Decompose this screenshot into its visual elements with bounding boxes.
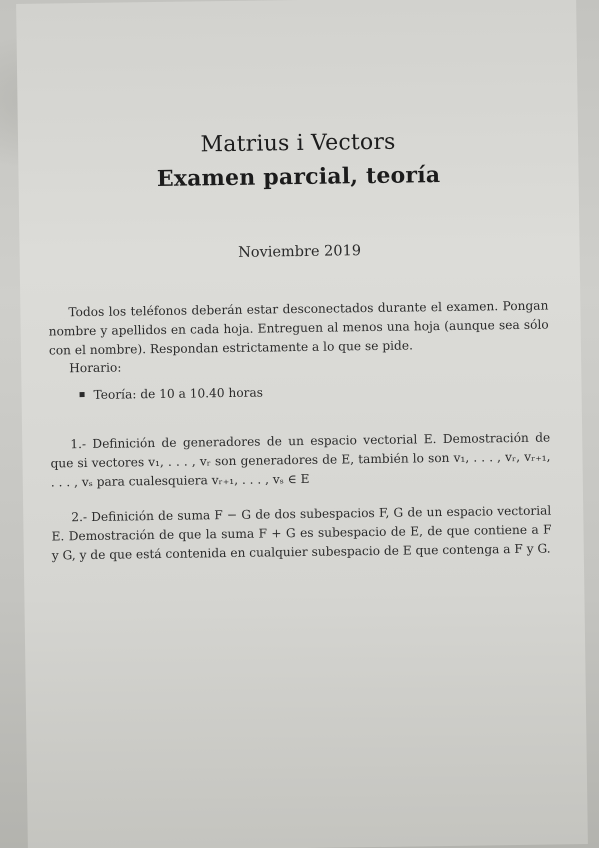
question-2-text: 2.- Definición de suma F − G de dos subespacios F, G de un espacio vectorial E. Demostración de que la suma F + G es subespacio de E, de que contiene a F y G, y de que está contenida en cualquier subespacio de E que contenga a F y G. — [51, 503, 552, 563]
schedule-label: Horario: — [69, 360, 122, 376]
course-title: Matrius i Vectors — [200, 129, 396, 158]
exam-title: Examen parcial, teoría — [156, 162, 441, 193]
question-1 — [50, 429, 551, 493]
exam-sheet — [16, 0, 588, 848]
instructions-text: Todos los teléfonos deberán estar desconectados durante el examen. Pongan nombre y apellidos en cada hoja. Entreguen al menos una hoja (aunque sea sólo con el nombre). Respondan estrictamente a lo que se pide. — [48, 298, 549, 358]
instructions-paragraph — [48, 297, 549, 361]
exam-date: Noviembre 2019 — [238, 243, 362, 261]
bullet-icon — [80, 392, 85, 397]
schedule-item-text: Teoría: de 10 a 10.40 horas — [93, 385, 264, 402]
schedule-item — [79, 386, 263, 403]
question-1-text: 1.- Definición de generadores de un espacio vectorial E. Demostración de que si vectores v₁, . . . , vᵣ son generadores de E, también lo son v₁, . . . , vᵣ, vᵣ₊₁, . . . , vₛ para cualesquiera vᵣ₊₁, . . . , vₛ ∈ E — [50, 430, 551, 490]
question-2 — [51, 502, 552, 566]
